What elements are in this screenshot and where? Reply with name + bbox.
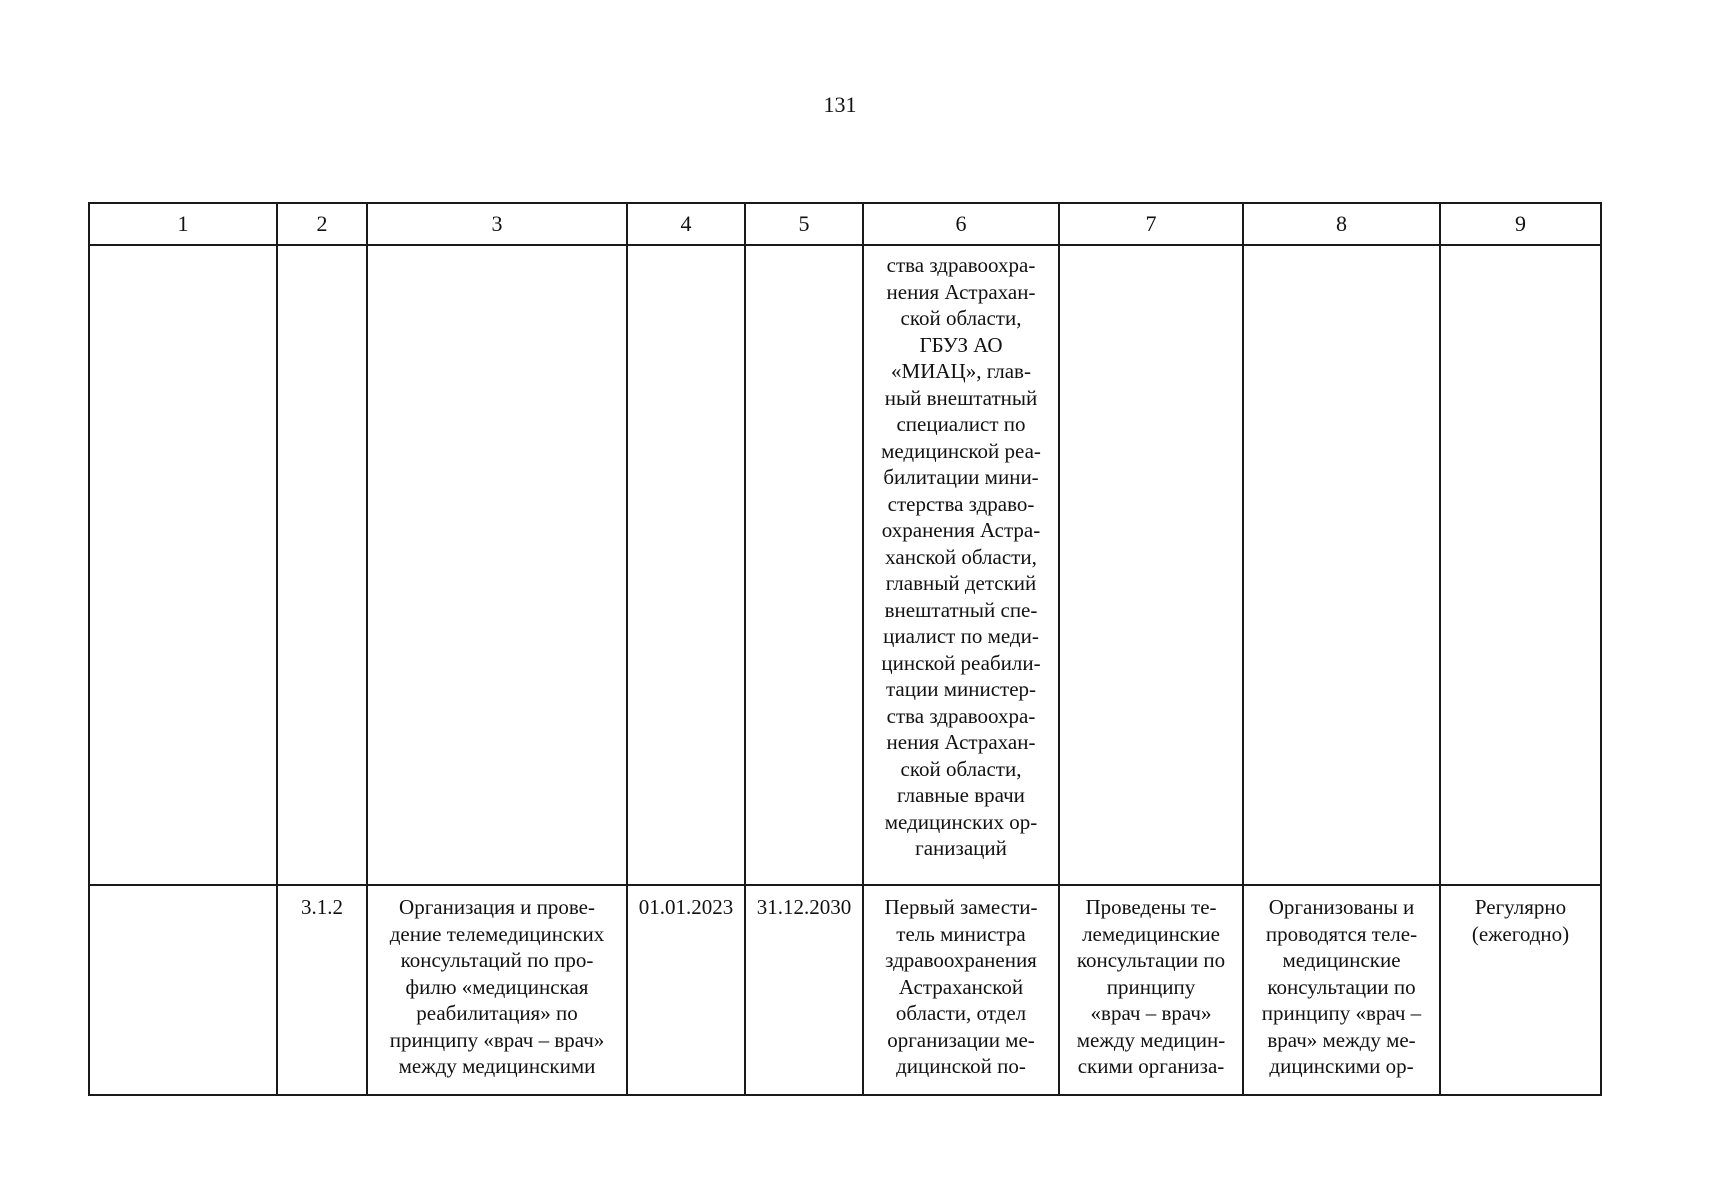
header-col-6: 6 — [863, 203, 1059, 245]
header-col-1: 1 — [89, 203, 277, 245]
cell-number-group — [89, 885, 277, 1095]
cell-event: Организация и прове- дение телемедицинских консультаций по про- филю «медицинская реабилитация» по принципу «врач – врач» между медицинскими — [367, 885, 627, 1095]
page-number: 131 — [823, 92, 857, 117]
cell-result — [1059, 245, 1243, 885]
cell-end-date — [745, 245, 863, 885]
header-col-8: 8 — [1243, 203, 1440, 245]
header-col-5: 5 — [745, 203, 863, 245]
cell-start-date — [627, 245, 745, 885]
cell-event — [367, 245, 627, 885]
cell-number-group — [89, 245, 277, 885]
cell-responsible: ства здравоохра- нения Астрахан- ской области, ГБУЗ АО «МИАЦ», глав- ный внештатный специалист по медицинской реа- билитации мини- стерства здраво- охранения Астра- ханской области, главный детский внештатный спе- циалист по меди- цинской реабили- тации министер- ства здравоохра- нения Астрахан- ской области, главные врачи медицинских ор- ганизаций — [863, 245, 1059, 885]
header-col-2: 2 — [277, 203, 367, 245]
header-col-9: 9 — [1440, 203, 1601, 245]
cell-characteristic — [1243, 245, 1440, 885]
cell-start-date: 01.01.2023 — [627, 885, 745, 1095]
table-row-continuation — [89, 245, 1601, 885]
cell-result: Проведены те- лемедицинские консультации по принципу «врач – врач» между медицин- скими организа- — [1059, 885, 1243, 1095]
header-col-7: 7 — [1059, 203, 1243, 245]
header-col-3: 3 — [367, 203, 627, 245]
cell-end-date: 31.12.2030 — [745, 885, 863, 1095]
cell-responsible: Первый замести- тель министра здравоохранения Астраханской области, отдел организации ме- дицинской по- — [863, 885, 1059, 1095]
cell-number: 3.1.2 — [277, 885, 367, 1095]
cell-characteristic: Организованы и проводятся теле- медицинские консультации по принципу «врач – врач» между ме- дицинскими ор- — [1243, 885, 1440, 1095]
plan-table — [88, 202, 1602, 1096]
cell-frequency — [1440, 245, 1601, 885]
table-header-row — [89, 203, 1601, 245]
cell-frequency: Регулярно (ежегодно) — [1440, 885, 1601, 1095]
table-row-3-1-2 — [89, 885, 1601, 1095]
cell-number — [277, 245, 367, 885]
header-col-4: 4 — [627, 203, 745, 245]
